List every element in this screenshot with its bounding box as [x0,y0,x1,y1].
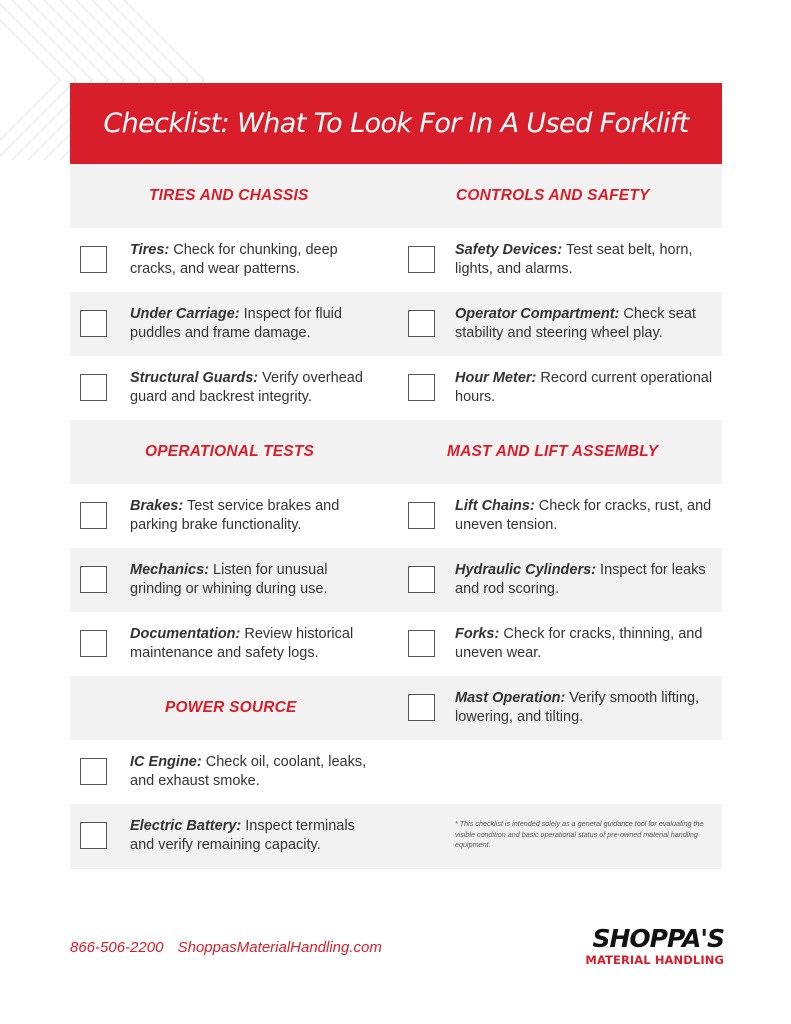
checkbox-brakes[interactable] [80,502,107,529]
checklist-item-electric-battery [70,804,396,868]
checklist-item-documentation [70,612,396,676]
website-link[interactable]: ShoppasMaterialHandling.com [177,939,382,956]
checklist-row [70,740,722,804]
checklist-row [70,548,722,612]
item-text: Check for cracks, rust, and uneven tension. [455,498,712,533]
checklist-item-mechanics [70,548,396,612]
page-title: Checklist: What To Look For In A Used Forklift [103,108,689,139]
section-title-mast-lift: MAST AND LIFT ASSEMBLY [447,443,659,460]
item-text: Check for chunking, deep cracks, and wear patterns. [130,242,338,277]
section-header-row [70,164,722,228]
checklist-row [70,356,722,420]
item-text: Test seat belt, horn, lights, and alarms. [455,242,693,277]
section-header-row [70,420,722,484]
checkbox-operator-compartment[interactable] [408,310,435,337]
checklist-row [70,292,722,356]
item-text: Record current operational hours. [455,370,713,405]
checklist-row [70,228,722,292]
checkbox-electric-battery[interactable] [80,822,107,849]
checklist-item-structural-guards [70,356,396,420]
logo-line-1: SHOPPA'S [592,924,724,953]
checkbox-safety-devices[interactable] [408,246,435,273]
logo-line-2: MATERIAL HANDLING [585,953,724,967]
footer-contact [70,939,392,956]
checklist-item-forks [396,612,722,676]
checkbox-hour-meter[interactable] [408,374,435,401]
item-text: Check for cracks, thinning, and uneven wear. [455,626,703,661]
checkbox-ic-engine[interactable] [80,758,107,785]
item-label: Structural Guards: [130,370,259,386]
checklist-item-ic-engine [70,740,396,804]
item-label: Tires: [130,242,170,258]
item-label: IC Engine: [130,754,202,770]
section-title-operational-tests: OPERATIONAL TESTS [145,443,315,460]
disclaimer-note: * This checklist is intended solely as a general guidance tool for evaluating the visible condition and basic operational status of pre-owned material handling equipment. [455,819,704,849]
item-label: Mechanics: [130,562,209,578]
checklist-item-tires [70,228,396,292]
item-label: Electric Battery: [130,818,242,834]
section-title-controls-safety: CONTROLS AND SAFETY [456,187,650,204]
item-text: Listen for unusual grinding or whining during use. [130,562,328,597]
title-banner [70,83,722,164]
item-label: Documentation: [130,626,241,642]
item-text: Verify overhead guard and backrest integrity. [130,370,363,405]
item-label: Forks: [455,626,500,642]
checklist-item-hydraulic-cylinders [396,548,722,612]
checkbox-hydraulic-cylinders[interactable] [408,566,435,593]
checklist-row [70,484,722,548]
checklist-item-safety-devices [396,228,722,292]
checklist-item-operator-compartment [396,292,722,356]
item-text: Check seat stability and steering wheel play. [455,306,696,341]
item-label: Hydraulic Cylinders: [455,562,597,578]
item-label: Brakes: [130,498,184,514]
item-label: Lift Chains: [455,498,535,514]
item-text: Inspect for leaks and rod scoring. [455,562,706,597]
item-text: Review historical maintenance and safety logs. [130,626,354,661]
item-text: Test service brakes and parking brake functionality. [130,498,340,533]
checkbox-forks[interactable] [408,630,435,657]
checkbox-mechanics[interactable] [80,566,107,593]
checkbox-lift-chains[interactable] [408,502,435,529]
checklist-row [70,612,722,676]
checkbox-tires[interactable] [80,246,107,273]
checkbox-mast-operation[interactable] [408,694,435,721]
company-logo [584,925,724,973]
checklist-item-hour-meter [396,356,722,420]
checklist-row [70,676,722,740]
checklist-card [70,83,722,869]
section-title-tires-chassis: TIRES AND CHASSIS [149,187,309,204]
item-label: Mast Operation: [455,690,566,706]
item-text: Check oil, coolant, leaks, and exhaust smoke. [130,754,367,789]
checklist-item-brakes [70,484,396,548]
phone-number[interactable]: 866-506-2200 [70,939,164,956]
item-label: Operator Compartment: [455,306,620,322]
item-text: Verify smooth lifting, lowering, and tilting. [455,690,700,725]
item-label: Under Carriage: [130,306,240,322]
item-label: Hour Meter: [455,370,537,386]
checkbox-documentation[interactable] [80,630,107,657]
item-label: Safety Devices: [455,242,563,258]
checklist-item-under-carriage [70,292,396,356]
item-text: Inspect terminals and verify remaining capacity. [130,818,355,853]
checkbox-under-carriage[interactable] [80,310,107,337]
checklist-item-lift-chains [396,484,722,548]
item-text: Inspect for fluid puddles and frame damage. [130,306,342,341]
checkbox-structural-guards[interactable] [80,374,107,401]
checklist-item-mast-operation [396,676,722,740]
section-title-power-source: POWER SOURCE [165,699,297,716]
